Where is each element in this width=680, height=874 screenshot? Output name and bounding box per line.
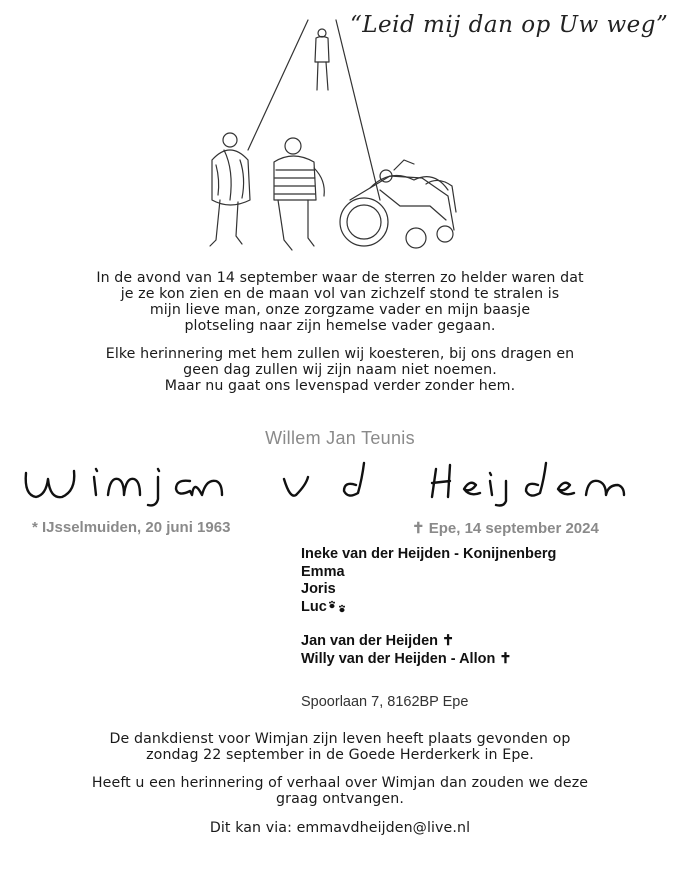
poem-line: Maar nu gaat ons levenspad verder zonder hem. [164,378,516,394]
poem-paragraph-2 [20,346,660,394]
contact-email: Dit kan via: emmavdheijden@live.nl [209,820,471,836]
family-member: Emma [301,563,345,580]
service-line: De dankdienst voor Wimjan zijn leven heeft plaats gevonden op [109,731,571,747]
deceased-full-name: Willem Jan Teunis [265,428,415,448]
family-member: Joris [301,581,336,597]
poem-line: In de avond van 14 september waar de sterren zo helder waren dat [96,270,584,286]
family-member: Willy van der Heijden - Allon ✝ [301,650,512,667]
family-list [301,546,556,668]
family-member: Jan van der Heijden ✝ [301,633,455,649]
service-line: zondag 22 september in de Goede Herderkerk in Epe. [146,747,534,763]
poem-line: je ze kon zien en de maan vol van zichzelf stond te stralen is [120,286,560,302]
poem-paragraph-1 [20,270,660,334]
family-member: Luc [301,598,327,615]
poem-line: plotseling naar zijn hemelse vader gegaan. [184,318,496,334]
contact-info [20,820,660,836]
paw-print-icon [328,600,348,614]
service-announcement [20,731,660,763]
poem-line: geen dag zullen wij zijn naam niet noemen. [183,362,497,378]
home-address: Spoorlaan 7, 8162BP Epe [301,694,469,710]
memories-line: graag ontvangen. [276,791,404,807]
memories-request [20,775,660,807]
family-member: Ineke van der Heijden - Konijnenberg [301,546,557,562]
handwritten-signature [18,455,668,510]
walking-family-illustration [190,0,470,265]
death-date: ✝ Epe, 14 september 2024 [412,520,599,537]
poem-line: mijn lieve man, onze zorgzame vader en mijn baasje [149,302,531,318]
memories-line: Heeft u een herinnering of verhaal over Wimjan dan zouden we deze [91,775,589,791]
birth-date: * IJsselmuiden, 20 juni 1963 [32,519,231,536]
motto-quote: “Leid mij dan op Uw weg” [350,12,669,38]
poem-line: Elke herinnering met hem zullen wij koesteren, bij ons dragen en [105,346,575,362]
